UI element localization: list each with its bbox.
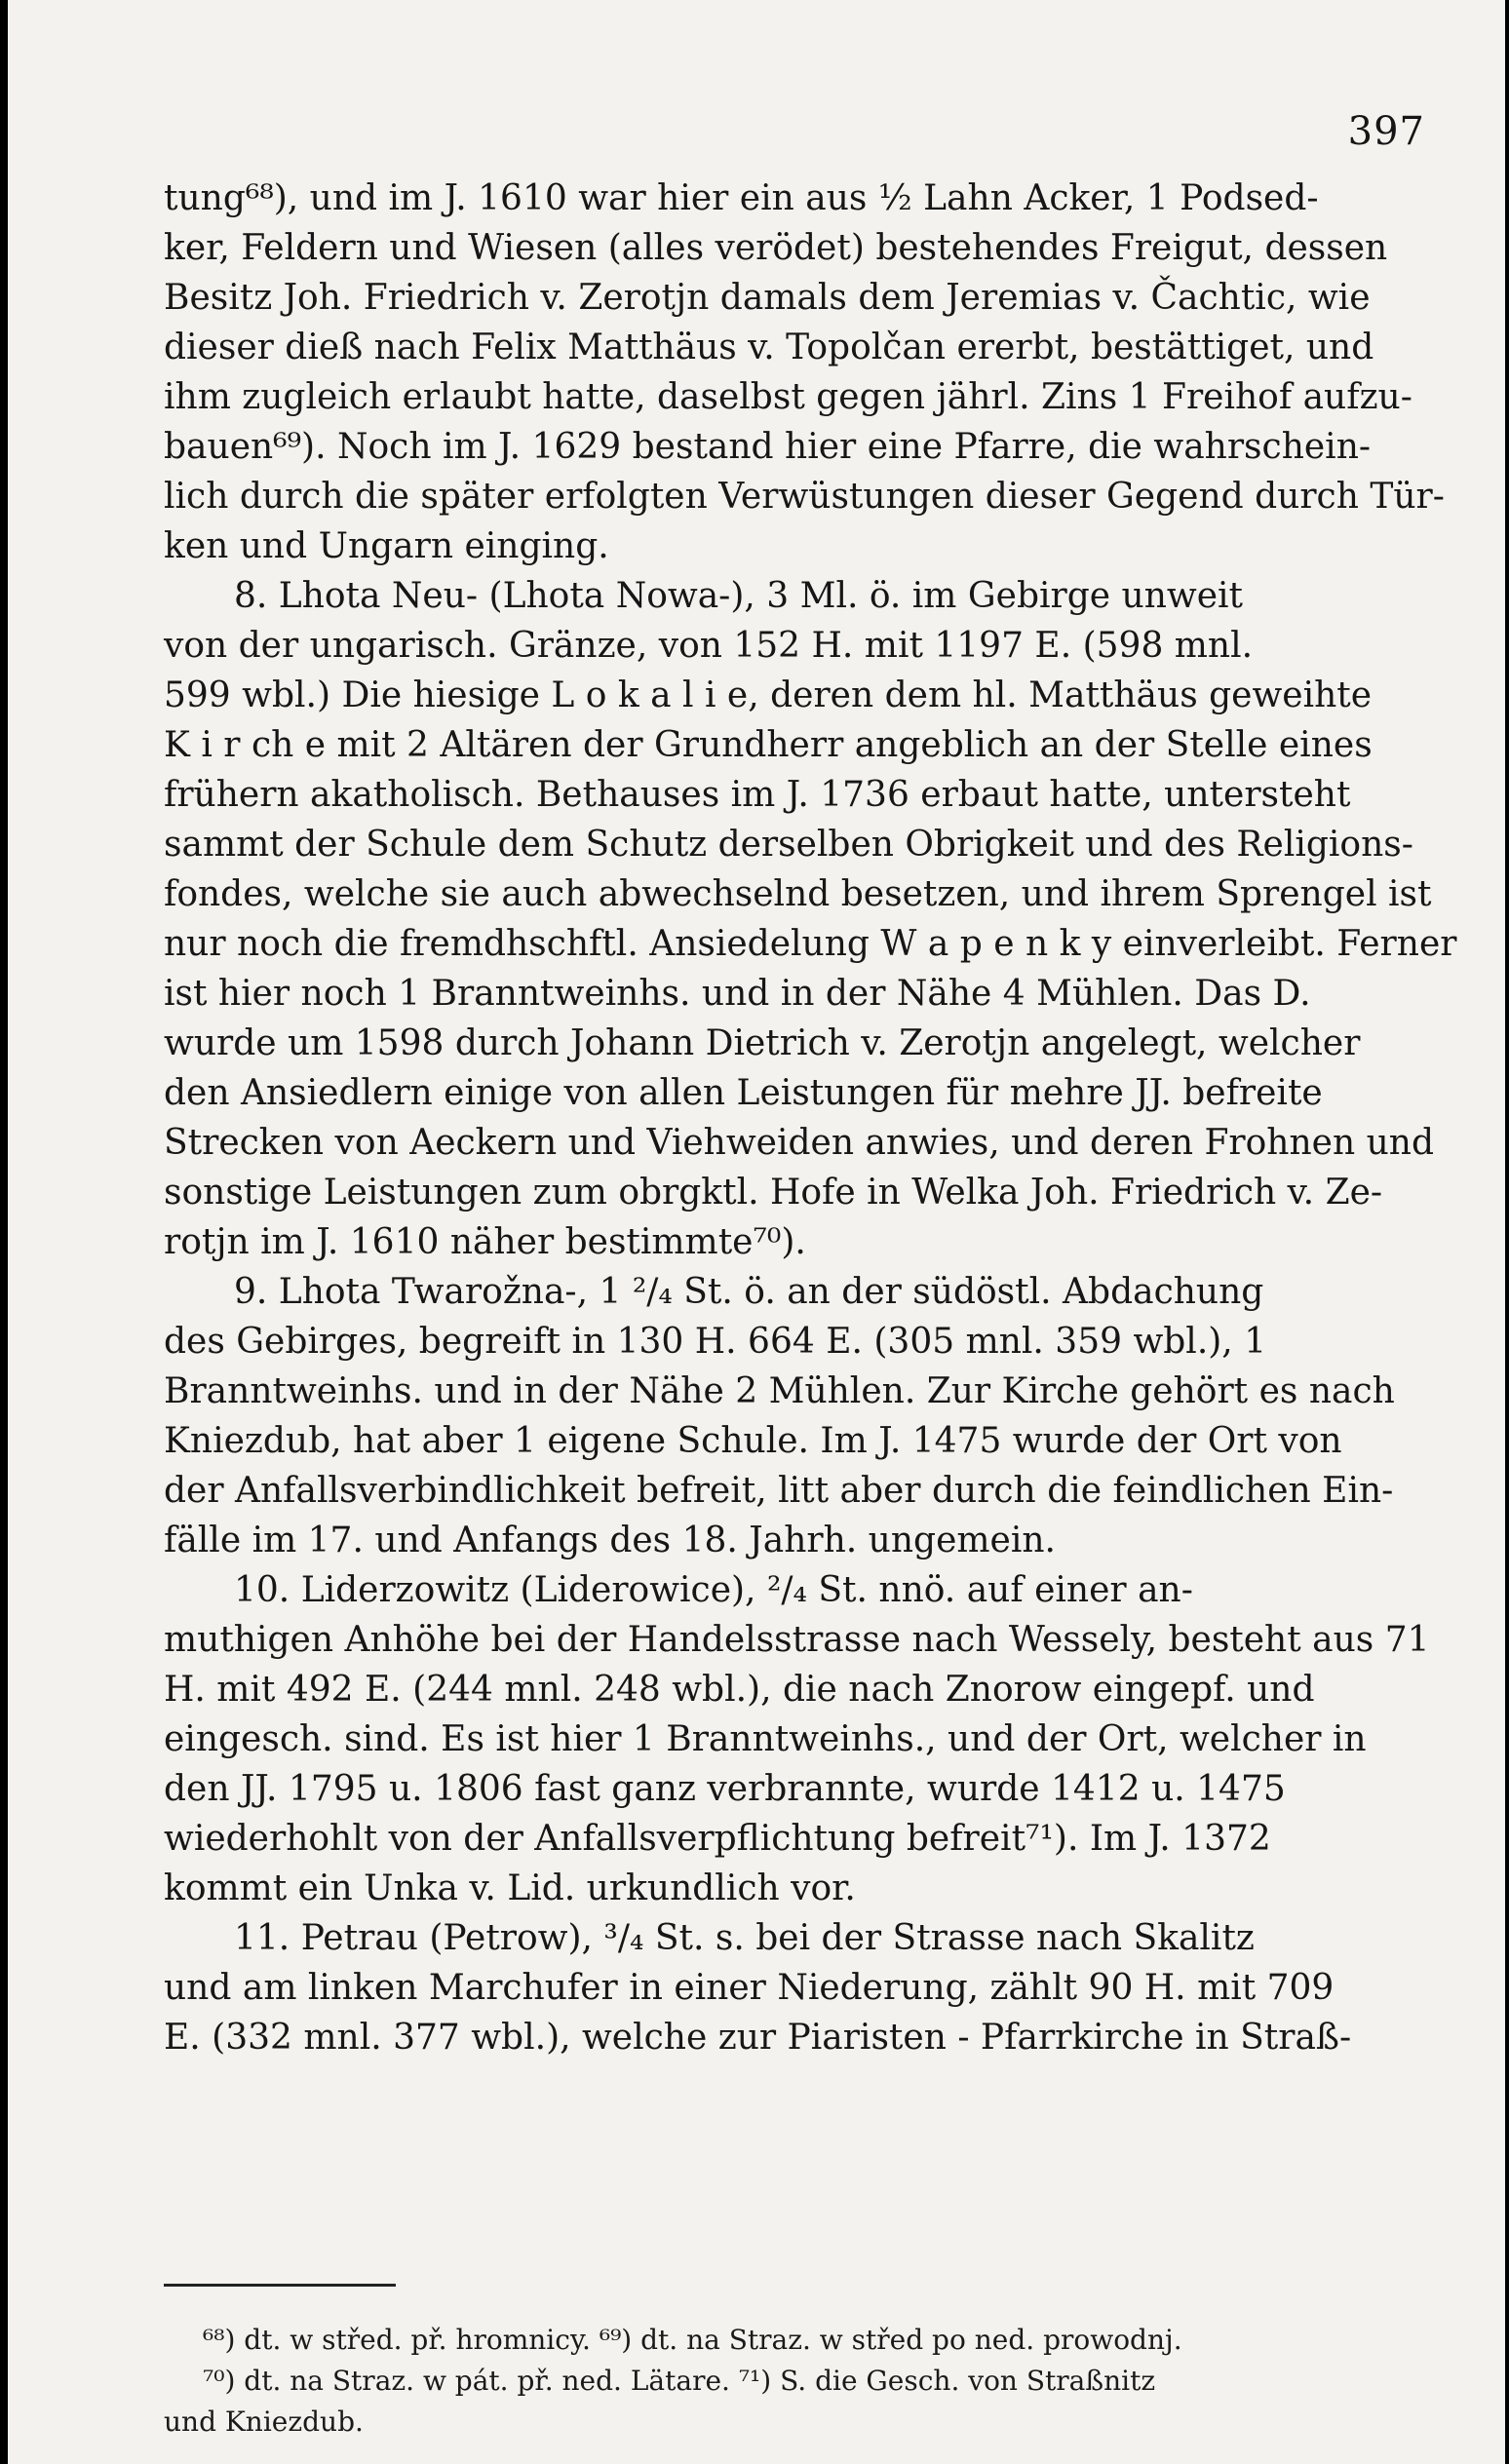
text-line: eingesch. sind. Es ist hier 1 Branntweinhs., und der Ort, welcher in	[164, 1719, 1367, 1759]
footnote-line: ⁷⁰) dt. na Straz. w pát. př. ned. Lätare. ⁷¹) S. die Gesch. von Straßnitz	[203, 2365, 1156, 2397]
text-line: wiederhohlt von der Anfallsverpflichtung befreit⁷¹). Im J. 1372	[164, 1819, 1271, 1859]
text-line: wurde um 1598 durch Johann Dietrich v. Zerotjn angelegt, welcher	[164, 1023, 1361, 1063]
text-line: dieser dieß nach Felix Matthäus v. Topolčan ererbt, bestättiget, und	[164, 327, 1374, 367]
paragraph-continuation	[164, 173, 1445, 571]
text-line: Branntweinhs. und in der Nähe 2 Mühlen. Zur Kirche gehört es nach	[164, 1371, 1395, 1411]
text-line: 9. Lhota Twarožna-, 1 ²/₄ St. ö. an der südöstl. Abdachung	[234, 1272, 1264, 1312]
footnote-line: und Kniezdub.	[164, 2406, 364, 2438]
footnotes	[164, 2320, 1324, 2443]
text-line: sonstige Leistungen zum obrgktl. Hofe in Welka Joh. Friedrich v. Ze-	[164, 1173, 1383, 1213]
paragraph-entry-11	[164, 1913, 1352, 2062]
text-line: 11. Petrau (Petrow), ³/₄ St. s. bei der Strasse nach Skalitz	[234, 1918, 1255, 1958]
text-line: muthigen Anhöhe bei der Handelsstrasse nach Wessely, besteht aus 71	[164, 1620, 1430, 1660]
text-line: lich durch die später erfolgten Verwüstungen dieser Gegend durch Tür-	[164, 477, 1445, 517]
text-line: 10. Liderzowitz (Liderowice), ²/₄ St. nnö. auf einer an-	[234, 1570, 1193, 1610]
text-line: ihm zugleich erlaubt hatte, daselbst gegen jährl. Zins 1 Freihof aufzu-	[164, 377, 1412, 417]
text-line: tung⁶⁸), und im J. 1610 war hier ein aus ½ Lahn Acker, 1 Podsed-	[164, 178, 1319, 218]
text-line: Strecken von Aeckern und Viehweiden anwies, und deren Frohnen und	[164, 1123, 1435, 1163]
text-line: rotjn im J. 1610 näher bestimmte⁷⁰).	[164, 1222, 806, 1262]
text-line: 8. Lhota Neu- (Lhota Nowa-), 3 Ml. ö. im Gebirge unweit	[234, 576, 1243, 616]
text-line: Kniezdub, hat aber 1 eigene Schule. Im J. 1475 wurde der Ort von	[164, 1421, 1342, 1461]
text-line: den JJ. 1795 u. 1806 fast ganz verbrannte, wurde 1412 u. 1475	[164, 1769, 1286, 1809]
text-line: 599 wbl.) Die hiesige L o k a l i e, deren dem hl. Matthäus geweihte	[164, 675, 1373, 715]
text-line: von der ungarisch. Gränze, von 152 H. mit 1197 E. (598 mnl.	[164, 626, 1254, 666]
text-line: kommt ein Unka v. Lid. urkundlich vor.	[164, 1868, 856, 1908]
text-line: den Ansiedlern einige von allen Leistungen für mehre JJ. befreite	[164, 1073, 1323, 1113]
text-line: fondes, welche sie auch abwechselnd besetzen, und ihrem Sprengel ist	[164, 874, 1432, 914]
paragraph-entry-8	[164, 571, 1457, 1267]
page-number: 397	[1347, 109, 1425, 154]
text-line: K i r ch e mit 2 Altären der Grundherr angeblich an der Stelle eines	[164, 725, 1373, 765]
paragraph-entry-10	[164, 1565, 1430, 1913]
text-line: fälle im 17. und Anfangs des 18. Jahrh. ungemein.	[164, 1521, 1056, 1560]
main-text	[164, 173, 1457, 2062]
text-line: H. mit 492 E. (244 mnl. 248 wbl.), die nach Znorow eingepf. und	[164, 1670, 1315, 1710]
text-line: frühern akatholisch. Bethauses im J. 1736 erbaut hatte, untersteht	[164, 775, 1351, 815]
text-line: E. (332 mnl. 377 wbl.), welche zur Piaristen - Pfarrkirche in Straß-	[164, 2018, 1352, 2058]
text-line: ken und Ungarn einging.	[164, 526, 609, 566]
book-page	[8, 0, 1505, 2464]
text-line: ist hier noch 1 Branntweinhs. und in der Nähe 4 Mühlen. Das D.	[164, 974, 1311, 1014]
text-line: bauen⁶⁹). Noch im J. 1629 bestand hier eine Pfarre, die wahrschein-	[164, 427, 1372, 467]
footnote-rule	[164, 2284, 396, 2287]
text-line: und am linken Marchufer in einer Niederung, zählt 90 H. mit 709	[164, 1968, 1335, 2008]
footnote-line: ⁶⁸) dt. w střed. př. hromnicy. ⁶⁹) dt. na Straz. w střed po ned. prowodnj.	[203, 2324, 1182, 2356]
text-line: sammt der Schule dem Schutz derselben Obrigkeit und des Religions-	[164, 825, 1413, 865]
text-line: nur noch die fremdhschftl. Ansiedelung W a p e n k y einverleibt. Ferner	[164, 924, 1457, 964]
paragraph-entry-9	[164, 1267, 1395, 1565]
text-line: des Gebirges, begreift in 130 H. 664 E. (305 mnl. 359 wbl.), 1	[164, 1322, 1267, 1362]
text-line: der Anfallsverbindlichkeit befreit, litt aber durch die feindlichen Ein-	[164, 1471, 1394, 1511]
text-line: ker, Feldern und Wiesen (alles verödet) bestehendes Freigut, dessen	[164, 228, 1388, 268]
text-line: Besitz Joh. Friedrich v. Zerotjn damals dem Jeremias v. Čachtic, wie	[164, 278, 1371, 318]
